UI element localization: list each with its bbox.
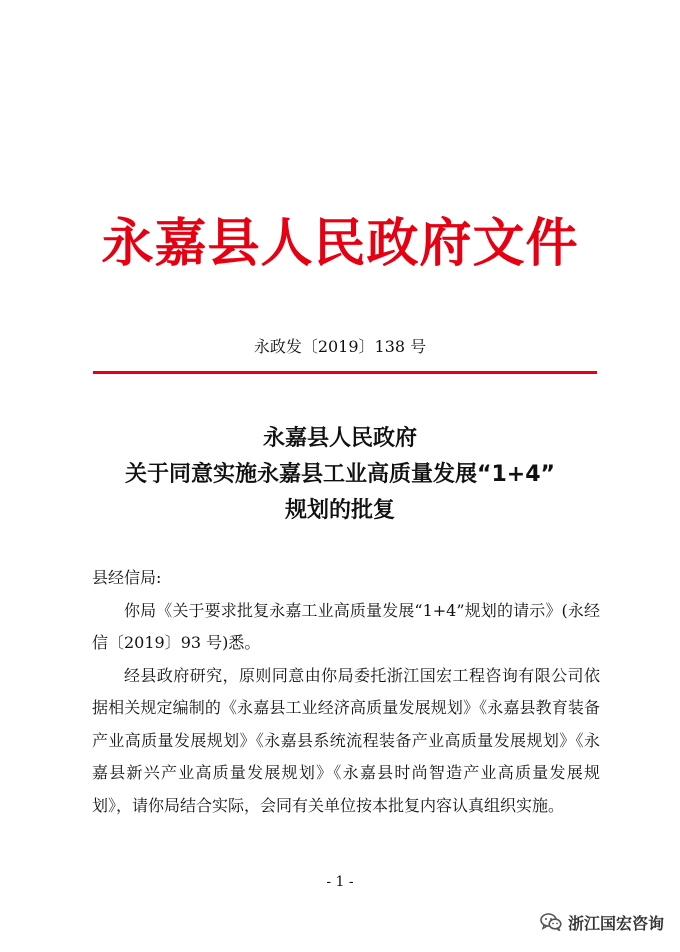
watermark-label: 浙江国宏咨询 (568, 913, 665, 933)
wechat-icon (540, 913, 562, 931)
reply-title-line-1: 永嘉县人民政府 (262, 426, 417, 451)
document-body (92, 562, 600, 822)
page-number: - 1 - (326, 874, 354, 890)
reply-title-line-2: 关于同意实施永嘉县工业高质量发展“1+4” (125, 462, 555, 487)
salutation: 县经信局: (92, 568, 162, 587)
reply-title-line-3: 规划的批复 (284, 498, 395, 523)
body-paragraph-1: 你局《关于要求批复永嘉工业高质量发展“1+4”规划的请示》(永经信〔2019〕93 号)悉。 (92, 600, 600, 652)
document-header-title: 永嘉县人民政府文件 (101, 213, 579, 274)
document-number: 永政发〔2019〕138 号 (253, 337, 427, 356)
body-paragraph-2: 经县政府研究，原则同意由你局委托浙江国宏工程咨询有限公司依据相关规定编制的《永嘉县工业经济高质量发展规划》《永嘉县教育装备产业高质量发展规划》《永嘉县系统流程装备产业高质量发展规划》《永嘉县新兴产业高质量发展规划》《永嘉县时尚智造产业高质量发展规划》，请你局结合实际，会同有关单位按本批复内容认真组织实施。 (92, 665, 600, 815)
wechat-watermark (540, 908, 664, 936)
red-divider-line (93, 371, 597, 374)
reply-title (60, 421, 620, 529)
